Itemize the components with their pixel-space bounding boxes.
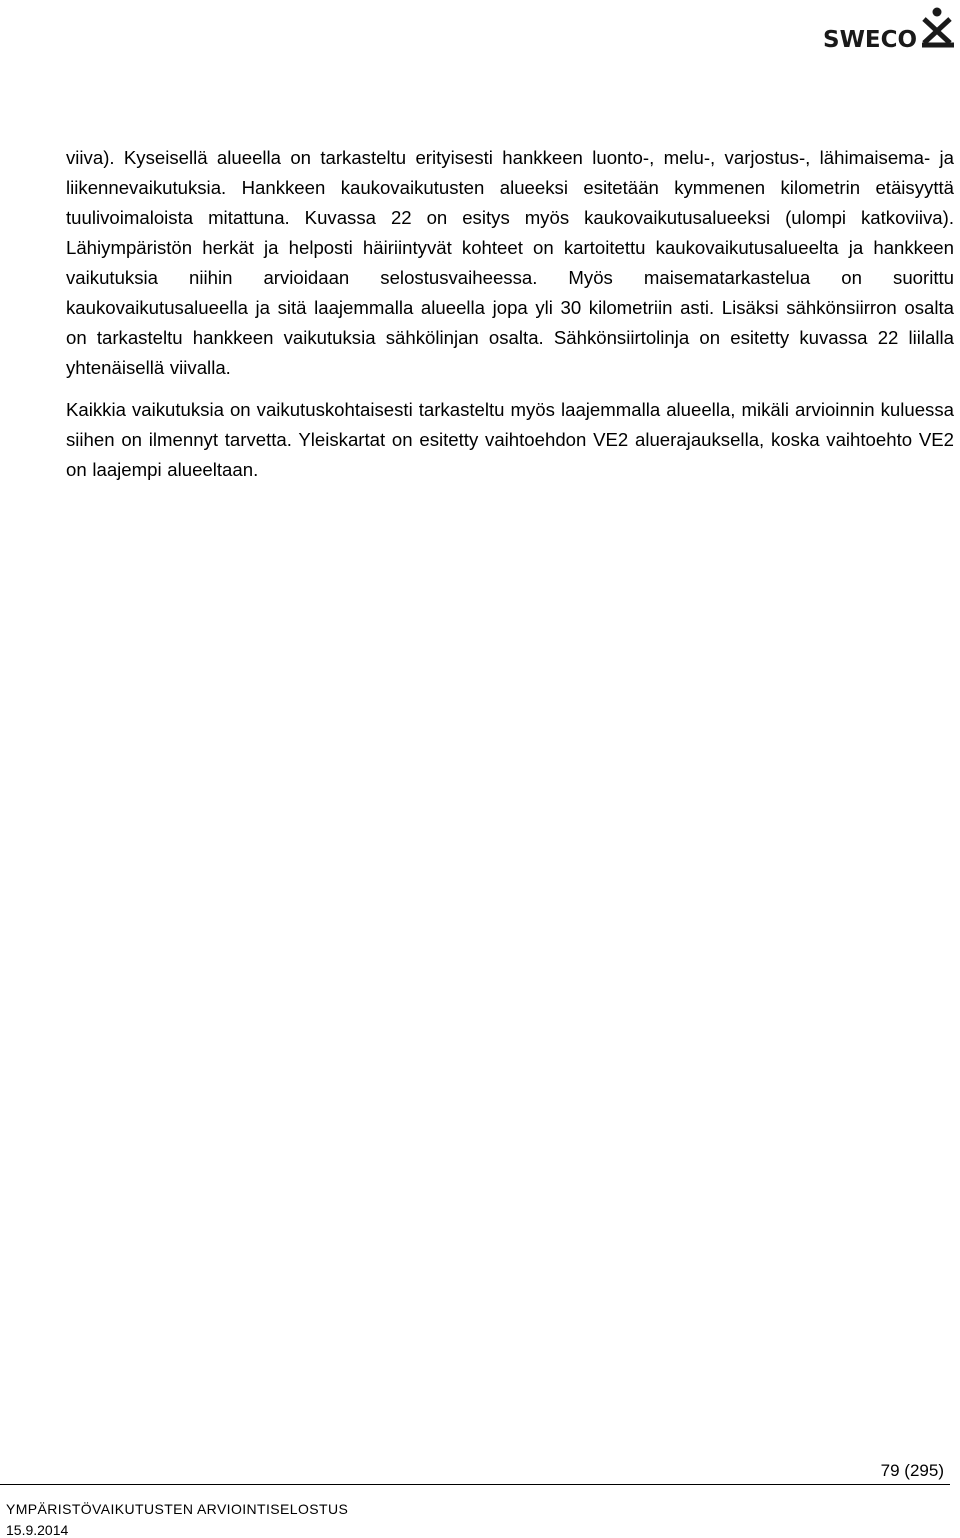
footer-divider bbox=[0, 1484, 950, 1485]
paragraph: viiva). Kyseisellä alueella on tarkasteltu erityisesti hankkeen luonto-, melu-, varjostus-, lähimaisema- ja liikennevaikutuksia. Hankkeen kaukovaikutusten alueeksi esitetään kymmenen kilometrin etäisyyttä tuulivoimaloista mitattuna. Kuvassa 22 on esitys myös kaukovaikutusalueeksi (ulompi katkoviiva). Lähiympäristön herkät ja helposti häiriintyvät kohteet on kartoitettu kaukovaikutusalueelta ja hankkeen vaikutuksia niihin arvioidaan selostusvaiheessa. Myös maisematarkastelua on suorittu kaukovaikutusalueella ja sitä laajemmalla alueella jopa yli 30 kilometriin asti. Lisäksi sähkönsiirron osalta on tarkasteltu hankkeen vaikutuksia sähkölinjan osalta. Sähkönsiirtolinja on esitetty kuvassa 22 liilalla yhtenäisellä viivalla. bbox=[66, 147, 954, 378]
paragraph: Kaikkia vaikutuksia on vaikutuskohtaisesti tarkasteltu myös laajemmalla alueella, mikäli arvioinnin kuluessa siihen on ilmennyt tarvetta. Yleiskartat on esitetty vaihtoehdon VE2 aluerajauksella, koska vaihtoehto VE2 on laajempi alueeltaan. bbox=[66, 399, 954, 480]
logo-wordmark: SWECO bbox=[823, 27, 918, 53]
footer-document-title: YMPÄRISTÖVAIKUTUSTEN ARVIOINTISELOSTUS bbox=[6, 1501, 349, 1517]
body-text bbox=[66, 143, 954, 485]
sweco-logo bbox=[818, 6, 960, 54]
footer-date: 15.9.2014 bbox=[6, 1522, 69, 1538]
sweco-mark-icon bbox=[920, 6, 956, 50]
page-number: 79 (295) bbox=[880, 1461, 944, 1480]
